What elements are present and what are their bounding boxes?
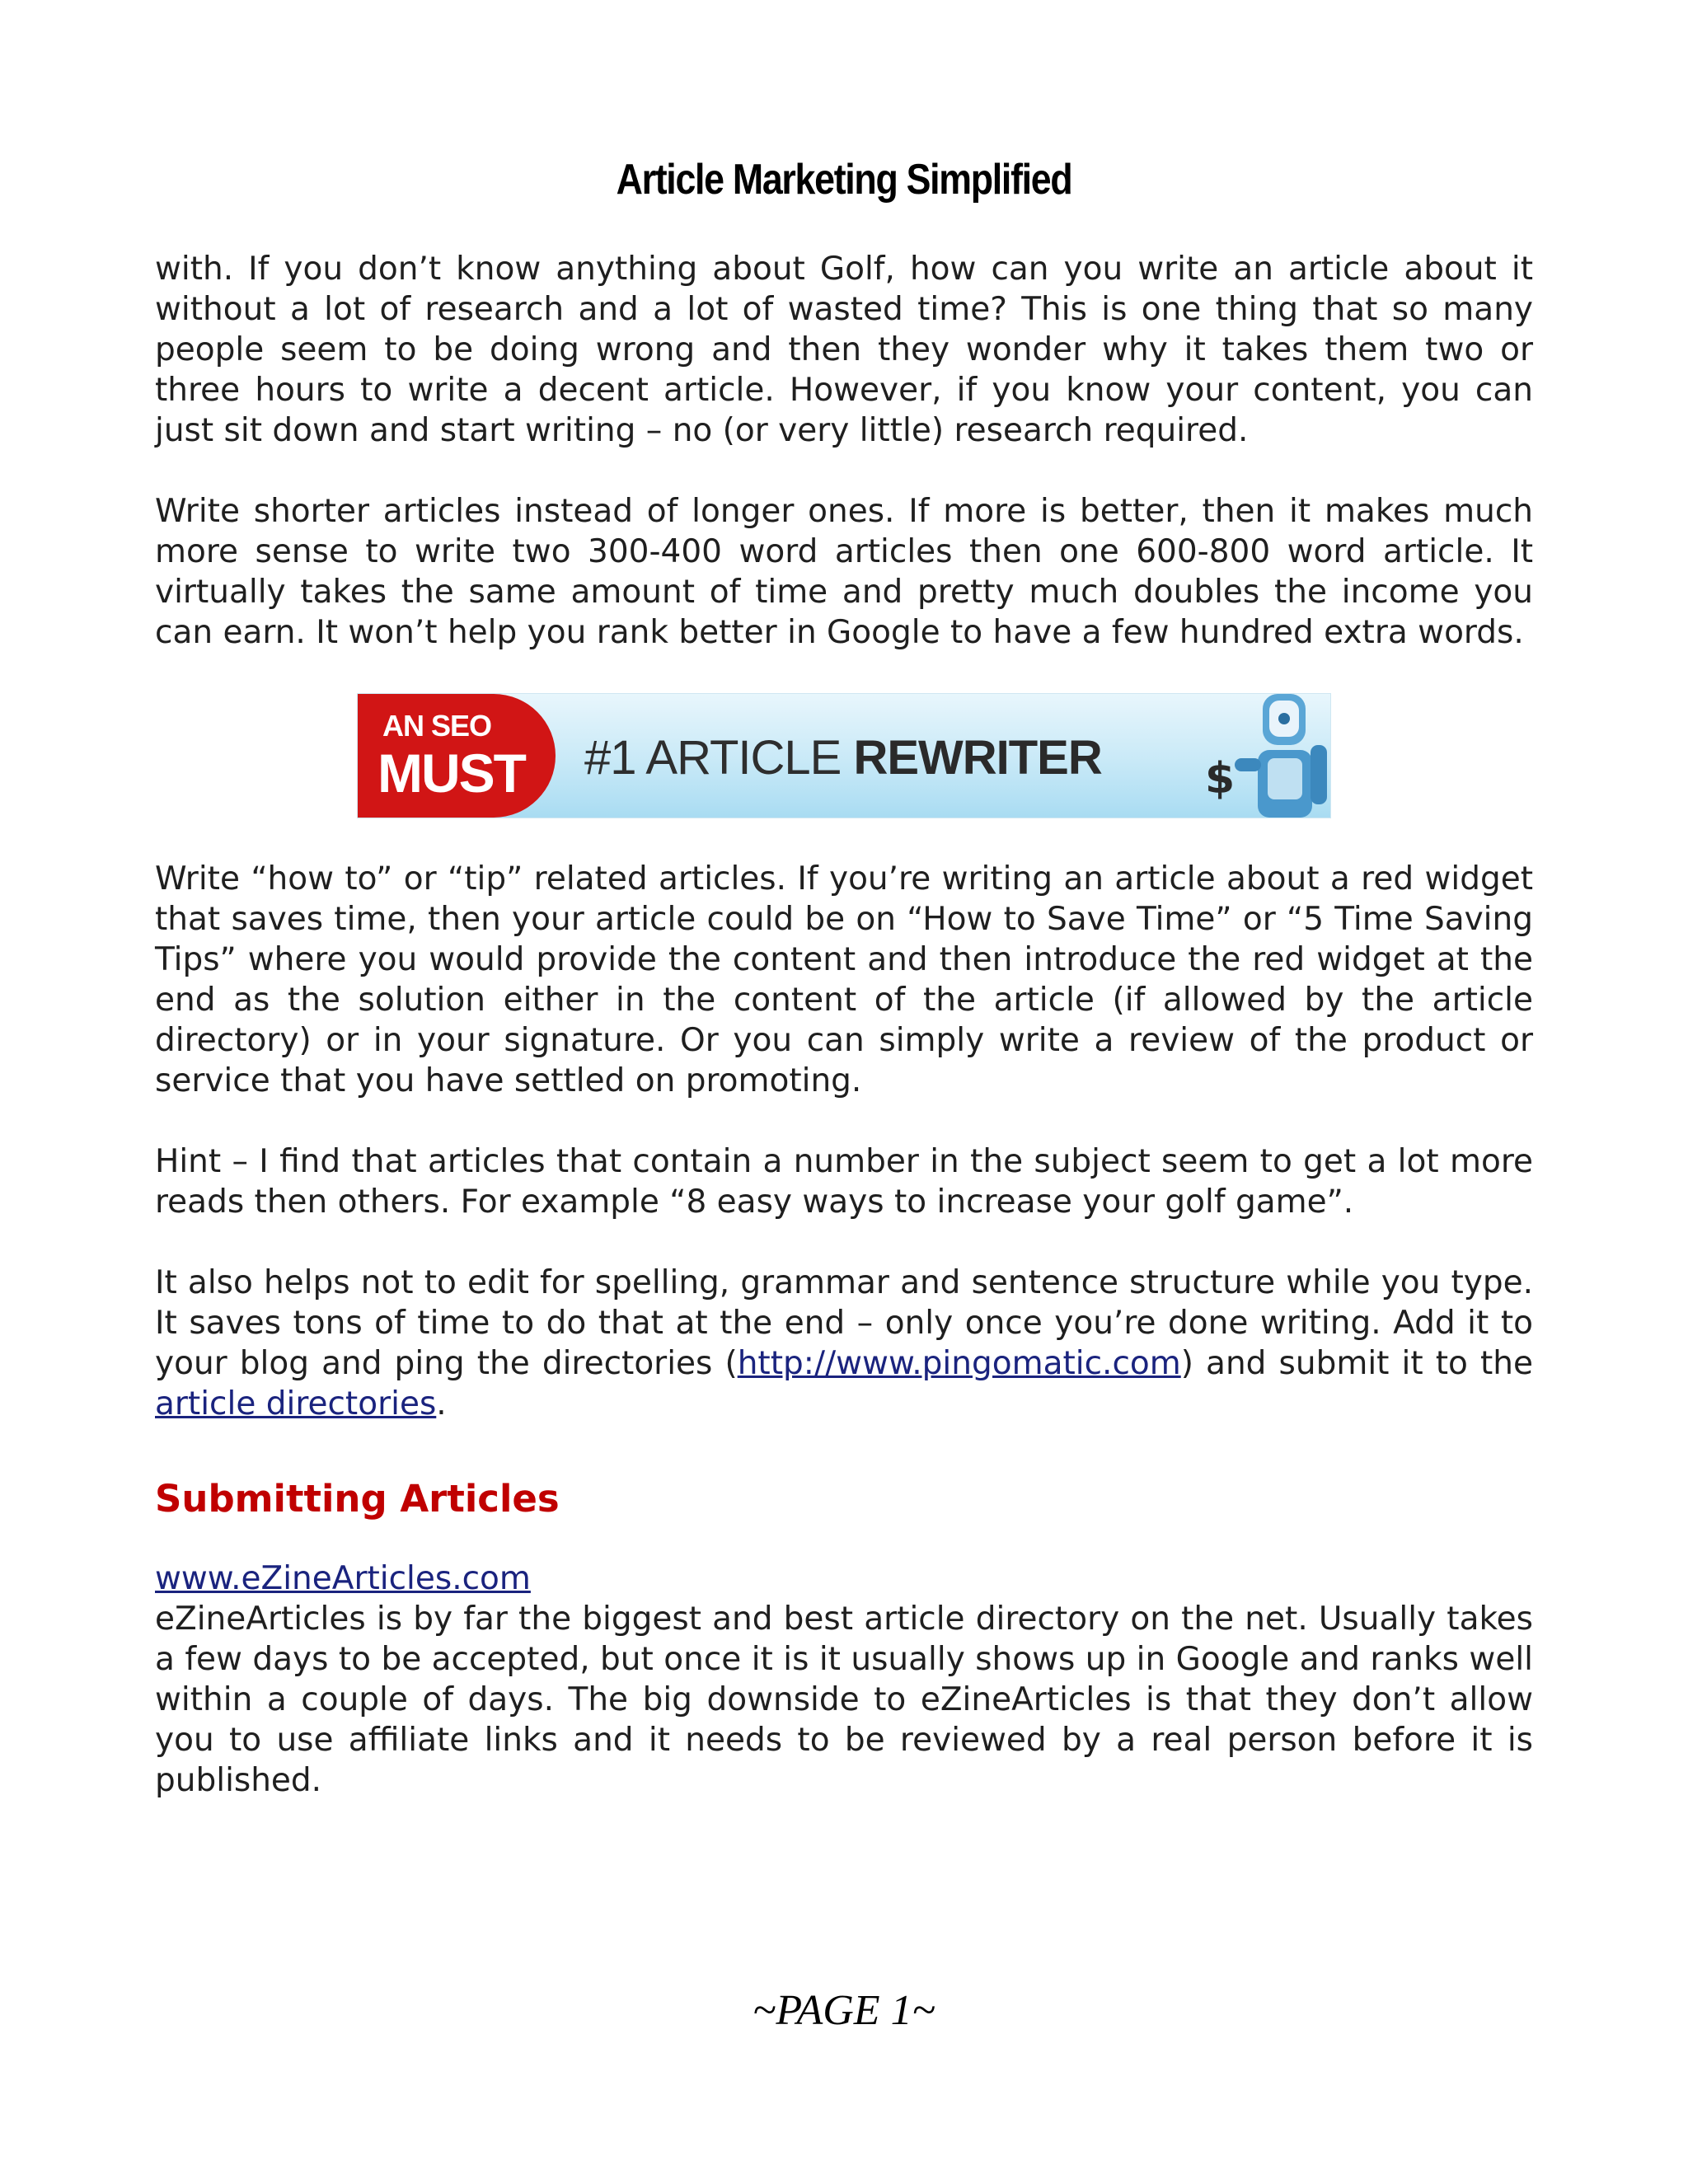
article-directories-link[interactable]: article directories bbox=[155, 1385, 437, 1422]
paragraph-ezinearticles-description: eZineArticles is by far the biggest and best article directory on the net. Usually takes a few days to be accepted, but once it is it usually shows up in Google and ranks well within a couple of days. The big downside to eZineArticles is that they don’t allow you to use affiliate links and it needs to be reviewed by a real person before it is published. bbox=[155, 1601, 1533, 1799]
banner-tagline-prefix: #1 ARTICLE bbox=[584, 731, 854, 785]
paragraph-hint: Hint – I find that articles that contain a number in the subject seem to get a lot more reads then others. For example “8 easy ways to increase your golf game”. bbox=[155, 1143, 1533, 1221]
banner-tagline bbox=[584, 730, 1102, 785]
paragraph-editing-tips bbox=[155, 1263, 1533, 1424]
paragraph-editing-text-3: . bbox=[436, 1385, 447, 1422]
banner-tagline-bold: REWRITER bbox=[853, 731, 1102, 785]
robot-icon bbox=[1165, 694, 1330, 818]
document-page bbox=[155, 0, 1533, 2184]
paragraph-shorter-articles: Write shorter articles instead of longer ones. If more is better, then it makes much more sense to write two 300-400 word articles then one 600-800 word article. It virtually takes the same amount of time and pretty much doubles the income you can earn. It won’t help you rank better in Google to have a few hundred extra words. bbox=[155, 493, 1533, 651]
svg-text:$: $ bbox=[1205, 754, 1236, 804]
ezinearticles-link[interactable]: www.eZineArticles.com bbox=[155, 1560, 531, 1597]
paragraph-editing-text-1: It also helps not to edit for spelling, grammar and sentence structure while you type. It saves tons of time to do that at the end – only once you’re done writing. Add it to your blog and ping the directories ( bbox=[155, 1264, 1533, 1382]
document-header-title: Article Marketing Simplified bbox=[616, 156, 1072, 204]
paragraph-golf-content: with. If you don’t know anything about Golf, how can you write an article about it without a lot of research and a lot of wasted time? This is one thing that so many people seem to be doing wrong and then they wonder why it takes them two or three hours to write a decent article. However, if you know your content, you can just sit down and start writing – no (or very little) research required. bbox=[155, 251, 1533, 449]
paragraph-how-to-articles: Write “how to” or “tip” related articles. If you’re writing an article about a red widget that saves time, then your article could be on “How to Save Time” or “5 Time Saving Tips” where you would provide the content and then introduce the red widget at the end as the solution either in the content of the article (if allowed by the article directory) or in your signature. Or you can simply write a review of the product or service that you have settled on promoting. bbox=[155, 860, 1533, 1099]
pingomatic-link[interactable]: http://www.pingomatic.com bbox=[737, 1345, 1181, 1382]
document-body bbox=[155, 249, 1533, 1841]
banner-badge-line2: MUST bbox=[377, 743, 525, 804]
paragraph-editing-text-2: ) and submit it to the bbox=[1180, 1345, 1534, 1382]
banner-badge-line1: AN SEO bbox=[382, 709, 492, 743]
section-heading-submitting-articles: Submitting Articles bbox=[155, 1477, 560, 1521]
article-rewriter-banner[interactable] bbox=[357, 693, 1331, 818]
page-number-footer: ~PAGE 1~ bbox=[753, 1987, 935, 2034]
